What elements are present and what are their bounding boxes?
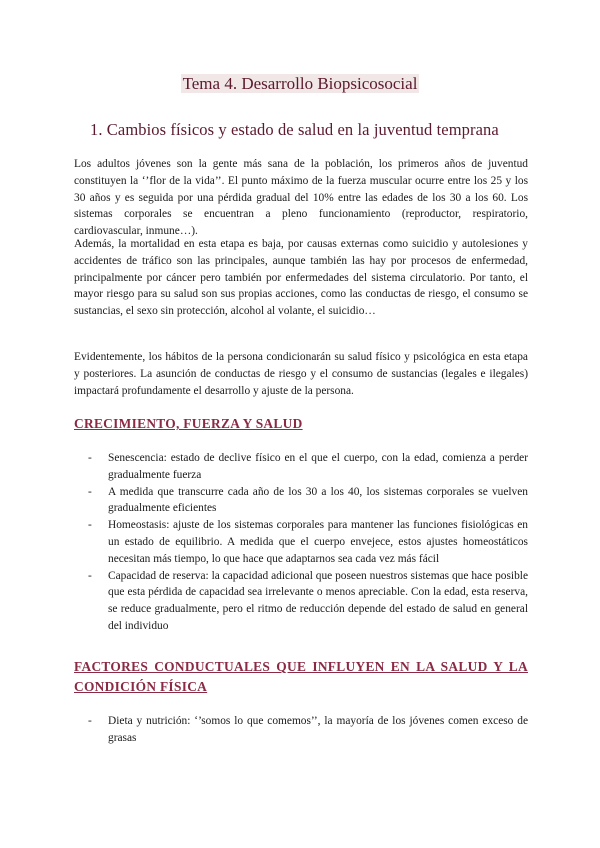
list-item-text: Capacidad de reserva: la capacidad adicional que poseen nuestros sistemas que hace posible que esta pérdida de capacidad sea irrelevante o menos apreciable. Con la edad, esta reserva, se reduce gradualmente, pero el ritmo de reducción depende del estado de salud en general del individuo: [108, 569, 528, 632]
bullet-dash: -: [88, 519, 92, 532]
paragraph: Evidentemente, los hábitos de la persona condicionarán su salud físico y psicológica en esta etapa y posteriores. La asunción de conductas de riesgo y el consumo de sustancias (legales e ilegales) impactará profundamente el desarrollo y ajuste de la persona.: [74, 351, 528, 397]
paragraph: Los adultos jóvenes son la gente más sana de la población, los primeros años de juventud constituyen la ‘’flor de la vida’’. El punto máximo de la fuerza muscular ocurre entre los 25 y los 30 años y es seguida por una pérdida gradual del 10% entre las edades de los 30 a los 60. Los sistemas corporales se encuentran a pleno funcionamiento (reproductor, respiratorio, cardiovascular, inmune…).: [74, 158, 528, 238]
list-item-text: Homeostasis: ajuste de los sistemas corporales para mantener las funciones fisiológicas en un estado de equilibrio. A medida que el cuerpo envejece, estos ajustes homeostáticos necesitan más tiempo, lo que hace que adaptarnos sea cada vez más fácil: [108, 519, 528, 565]
section-heading: 1. Cambios físicos y estado de salud en la juventud temprana: [90, 120, 499, 139]
bullet-dash: -: [88, 715, 92, 727]
growth-list: [88, 450, 528, 635]
list-item: [88, 713, 528, 747]
subheading-growth: CRECIMIENTO, FUERZA Y SALUD: [74, 416, 303, 431]
list-item-text: Dieta y nutrición: ‘’somos lo que comemos’’, la mayoría de los jóvenes comen exceso de grasas: [108, 715, 528, 744]
bullet-dash: -: [88, 569, 92, 582]
list-item: [88, 450, 528, 484]
factors-list: [88, 713, 528, 747]
subheading-factors: FACTORES CONDUCTUALES QUE INFLUYEN EN LA SALUD Y LA CONDICIÓN FÍSICA: [74, 659, 528, 694]
document-title: Tema 4. Desarrollo Biopsicosocial: [182, 74, 418, 93]
list-item-text: A medida que transcurre cada año de los 30 a los 40, los sistemas corporales se vuelven gradualmente eficientes: [108, 485, 528, 515]
bullet-dash: -: [88, 485, 92, 498]
bullet-dash: -: [88, 452, 92, 464]
list-item: [88, 568, 528, 635]
list-item: [88, 517, 528, 567]
list-item-text: Senescencia: estado de declive físico en el que el cuerpo, con la edad, comienza a perder gradualmente fuerza: [108, 452, 528, 481]
paragraph: Además, la mortalidad en esta etapa es baja, por causas externas como suicidio y autolesiones y accidentes de tráfico son las principales, aunque también las hay por procesos de enfermedad, principalmente por cáncer pero también por enfermedades del sistema circulatorio. Por tanto, el mayor riesgo para su salud son sus propias acciones, como las conductas de riesgo, el consumo se sustancias, el sexo sin protección, alcohol al volante, el suicidio…: [74, 238, 528, 318]
list-item: [88, 484, 528, 518]
